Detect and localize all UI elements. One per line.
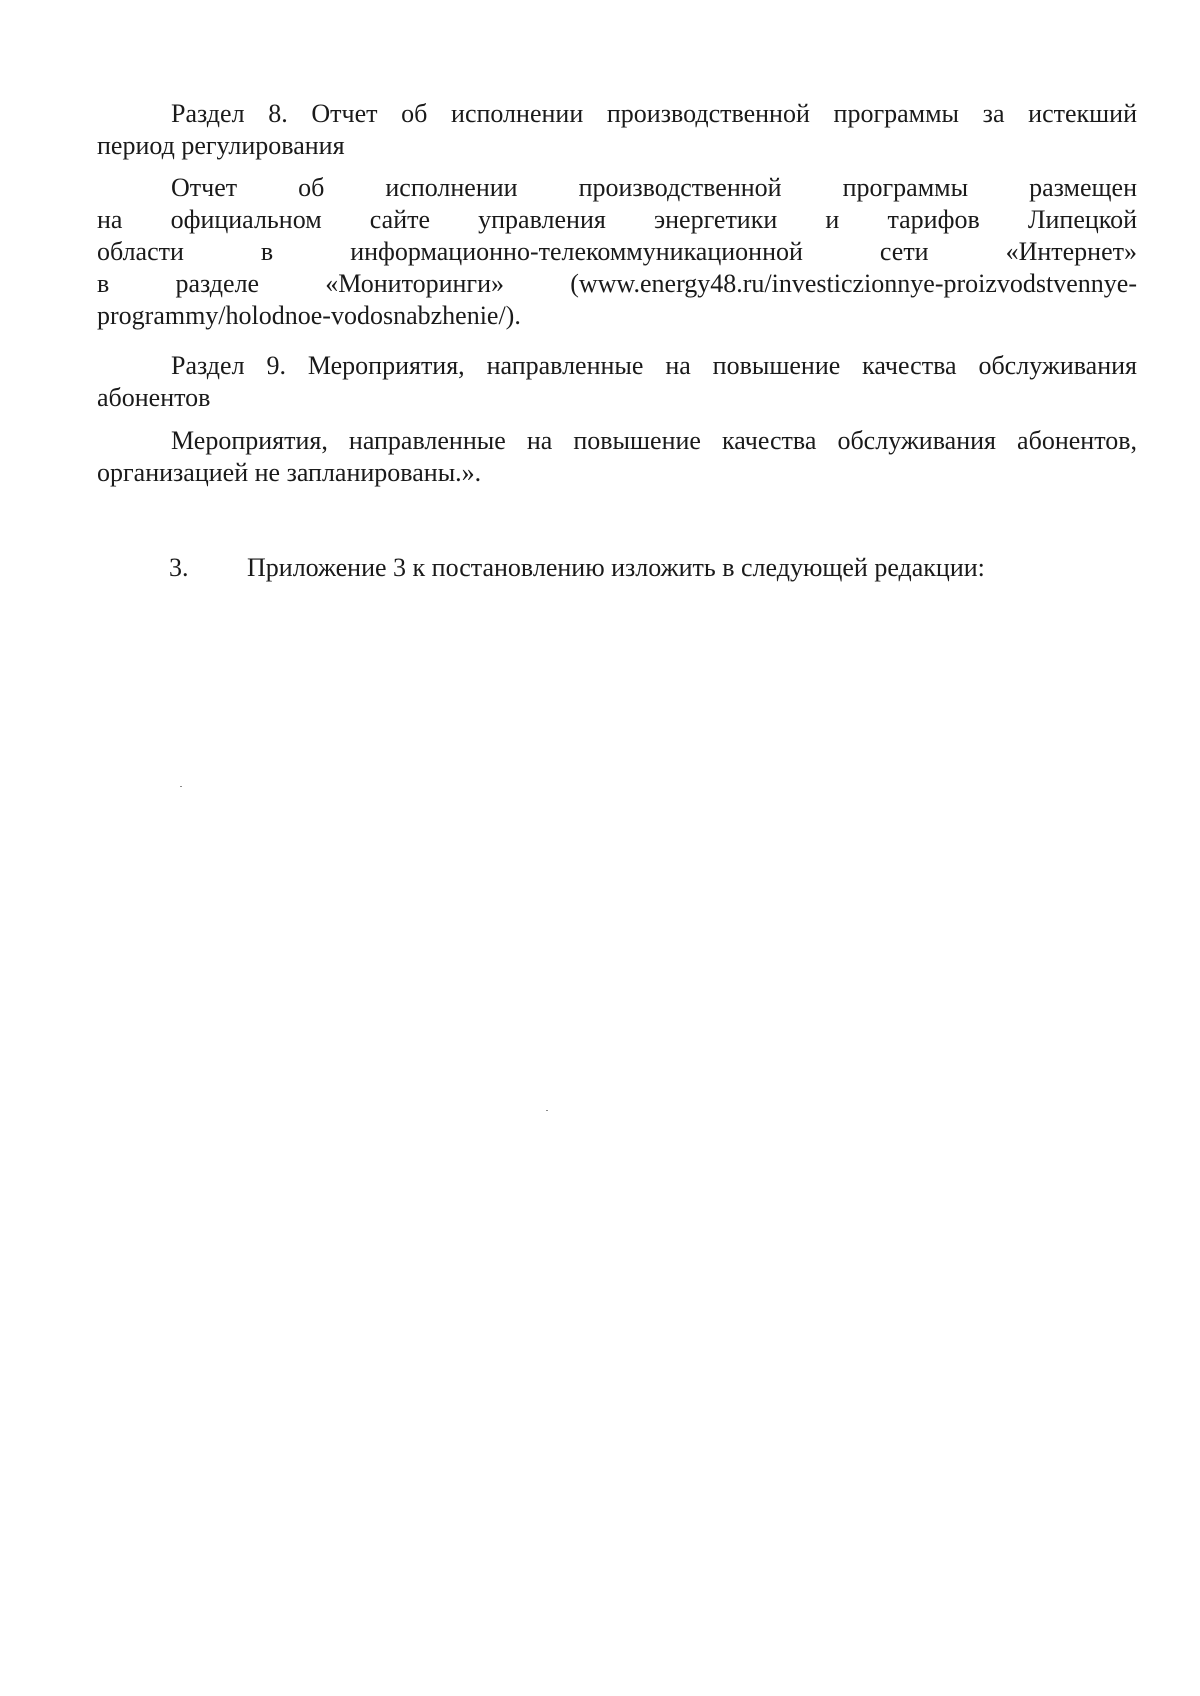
section-9-heading <box>97 350 1137 414</box>
section-8-body-line-2: на официальном сайте управления энергетики и тарифов Липецкой <box>97 205 1137 234</box>
section-9-body <box>97 425 1137 489</box>
section-8-body <box>97 172 1137 332</box>
section-9-heading-line-2: абонентов <box>97 383 211 412</box>
section-9-body-line-2: организацией не запланированы.». <box>97 458 482 487</box>
item-3-text: Приложение 3 к постановлению изложить в следующей редакции: <box>247 553 985 582</box>
section-8-body-line-3: области в информационно-телекоммуникационной сети «Интернет» <box>97 237 1137 266</box>
section-9-heading-line-1: Раздел 9. Мероприятия, направленные на повышение качества обслуживания <box>171 351 1137 380</box>
section-8-body-line-4: в разделе «Мониторинги» (www.energy48.ru/investiczionnye-proizvodstvennye- <box>97 269 1137 298</box>
scan-speck <box>180 786 182 787</box>
item-3-number: 3. <box>169 553 189 582</box>
section-8-heading <box>97 98 1137 162</box>
scan-speck <box>546 1110 548 1111</box>
section-8-body-line-1: Отчет об исполнении производственной программы размещен <box>171 173 1137 202</box>
section-8-heading-line-1: Раздел 8. Отчет об исполнении производственной программы за истекший <box>171 99 1137 128</box>
section-9-body-line-1: Мероприятия, направленные на повышение качества обслуживания абонентов, <box>171 426 1137 455</box>
section-8-body-line-5: programmy/holodnoe-vodosnabzhenie/). <box>97 301 521 330</box>
section-8-heading-line-2: период регулирования <box>97 131 345 160</box>
